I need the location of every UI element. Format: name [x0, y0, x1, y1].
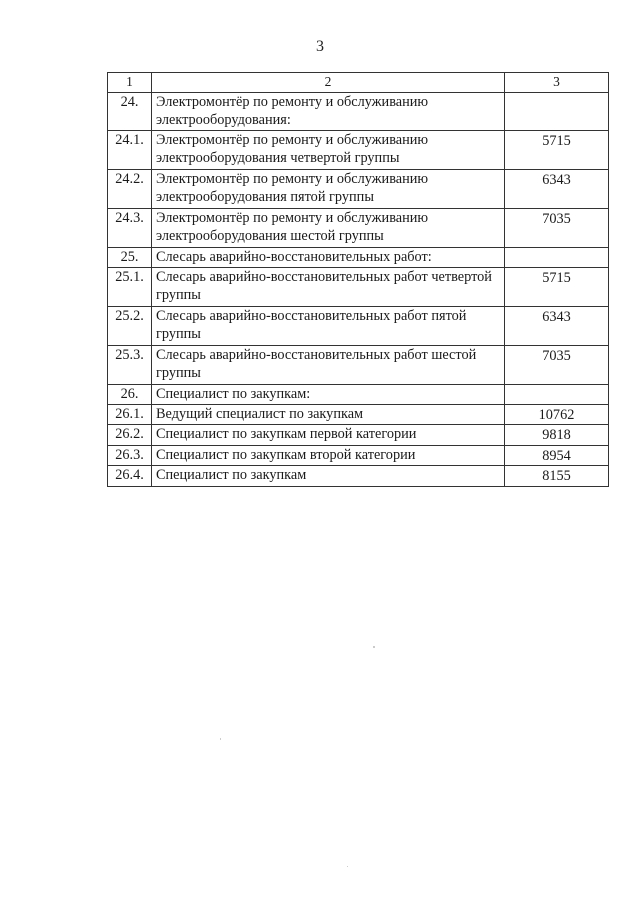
- table-row: [108, 445, 609, 466]
- row-position-name: Электромонтёр по ремонту и обслуживанию электрооборудования:: [152, 92, 505, 130]
- row-value: 7035: [505, 345, 609, 384]
- row-position-name: Ведущий специалист по закупкам: [152, 404, 505, 425]
- row-value: 5715: [505, 267, 609, 306]
- row-number: 26.3.: [108, 445, 152, 466]
- row-number: 24.3.: [108, 208, 152, 247]
- row-value: 8155: [505, 466, 609, 487]
- scan-speck: [373, 646, 375, 648]
- scan-speck: [347, 866, 348, 867]
- row-value: [505, 384, 609, 404]
- table-header-row: [108, 73, 609, 93]
- row-position-name: Слесарь аварийно-восстановительных работ шестой группы: [152, 345, 505, 384]
- table-row: [108, 306, 609, 345]
- row-position-name: Электромонтёр по ремонту и обслуживанию электрооборудования четвертой группы: [152, 130, 505, 169]
- scan-speck: [220, 738, 221, 740]
- row-position-name: Специалист по закупкам: [152, 466, 505, 487]
- header-col-3: 3: [505, 73, 609, 93]
- table-row: [108, 345, 609, 384]
- row-number: 26.4.: [108, 466, 152, 487]
- row-position-name: Специалист по закупкам:: [152, 384, 505, 404]
- row-number: 24.: [108, 92, 152, 130]
- row-number: 25.2.: [108, 306, 152, 345]
- row-position-name: Слесарь аварийно-восстановительных работ пятой группы: [152, 306, 505, 345]
- row-number: 26.: [108, 384, 152, 404]
- row-value: 10762: [505, 404, 609, 425]
- row-value: 6343: [505, 169, 609, 208]
- row-value: 8954: [505, 445, 609, 466]
- table-row: [108, 169, 609, 208]
- table-row: [108, 92, 609, 130]
- row-number: 25.3.: [108, 345, 152, 384]
- row-number: 26.1.: [108, 404, 152, 425]
- row-value: 5715: [505, 130, 609, 169]
- row-number: 25.: [108, 247, 152, 267]
- row-position-name: Слесарь аварийно-восстановительных работ четвертой группы: [152, 267, 505, 306]
- row-position-name: Специалист по закупкам второй категории: [152, 445, 505, 466]
- header-col-2: 2: [152, 73, 505, 93]
- table-row: [108, 247, 609, 267]
- row-position-name: Специалист по закупкам первой категории: [152, 425, 505, 446]
- table-row: [108, 208, 609, 247]
- table-row: [108, 267, 609, 306]
- row-value: [505, 92, 609, 130]
- table-row: [108, 384, 609, 404]
- page-number-text: 3: [316, 38, 324, 55]
- row-position-name: Электромонтёр по ремонту и обслуживанию электрооборудования пятой группы: [152, 169, 505, 208]
- page-number: [0, 38, 640, 56]
- header-col-1: 1: [108, 73, 152, 93]
- row-number: 26.2.: [108, 425, 152, 446]
- row-position-name: Электромонтёр по ремонту и обслуживанию электрооборудования шестой группы: [152, 208, 505, 247]
- row-value: 9818: [505, 425, 609, 446]
- table-row: [108, 425, 609, 446]
- salary-table: [107, 72, 609, 487]
- table-row: [108, 130, 609, 169]
- row-value: [505, 247, 609, 267]
- row-position-name: Слесарь аварийно-восстановительных работ:: [152, 247, 505, 267]
- row-number: 24.1.: [108, 130, 152, 169]
- row-value: 6343: [505, 306, 609, 345]
- row-number: 24.2.: [108, 169, 152, 208]
- table-row: [108, 466, 609, 487]
- row-value: 7035: [505, 208, 609, 247]
- row-number: 25.1.: [108, 267, 152, 306]
- table-row: [108, 404, 609, 425]
